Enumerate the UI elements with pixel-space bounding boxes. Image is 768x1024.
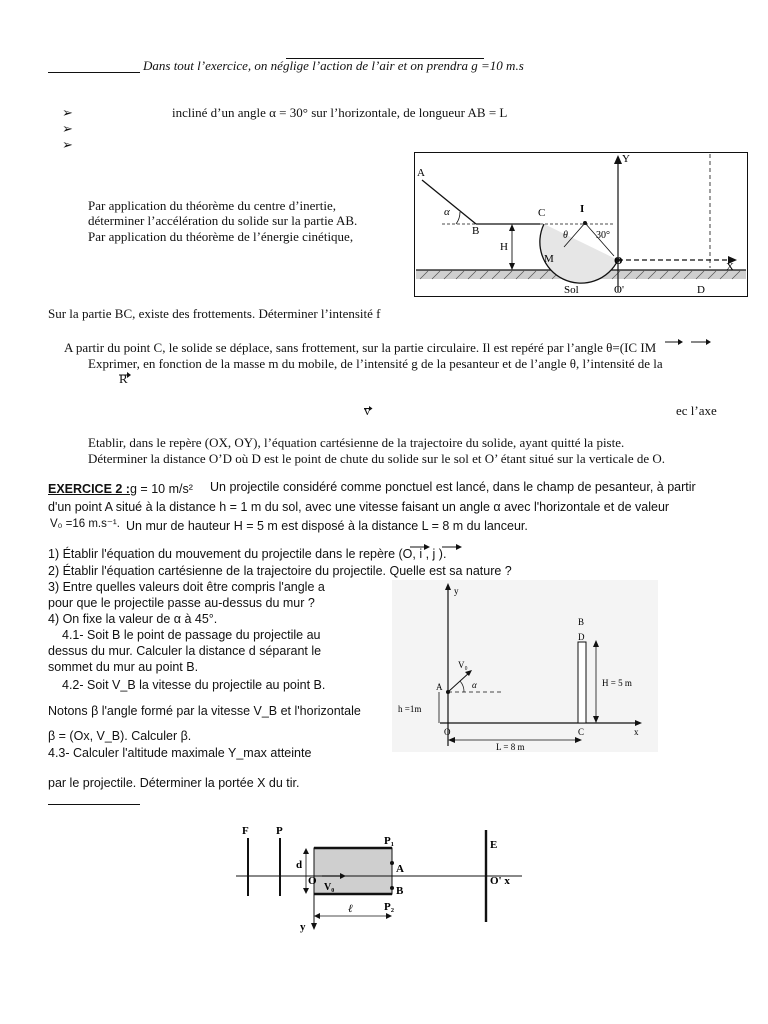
question-2-1: 1) Établir l'équation du mouvement du projectile dans le repère (O, i , j ). bbox=[48, 547, 447, 561]
fig2-label-y: y bbox=[454, 586, 459, 596]
question-circular: A partir du point C, le solide se déplace, sans frottement, sur la partie circulaire. Il est repéré par l’angle θ=(IC IM bbox=[64, 340, 657, 355]
question-2-3a: 3) Entre quelles valeurs doit être compris l'angle a bbox=[48, 580, 325, 594]
fig3-label-e: E bbox=[490, 839, 498, 851]
bullet-2: ➢ bbox=[62, 121, 73, 136]
fig3-label-l: ℓ bbox=[348, 903, 353, 915]
bullet-3: ➢ bbox=[62, 137, 73, 152]
fig1-label-a: A bbox=[417, 167, 425, 179]
fig3-label-d: d bbox=[296, 859, 303, 871]
question-2-2: 2) Établir l'équation cartésienne de la trajectoire du projectile. Quelle est sa nature ? bbox=[48, 564, 512, 578]
question-beta-2: β = (Ox, V_B). Calculer β. bbox=[48, 729, 192, 743]
vector-v: v bbox=[364, 403, 371, 418]
fig2-label-b: B bbox=[578, 617, 585, 627]
question-trajectory: Etablir, dans le repère (OX, OY), l’équation cartésienne de la trajectoire du solide, ayant quitté la piste. bbox=[88, 435, 625, 450]
fig1-label-o: O bbox=[614, 255, 623, 267]
question-2-4: 4) On fixe la valeur de α à 45°. bbox=[48, 612, 218, 626]
fig2-label-v0: V₀ bbox=[458, 660, 468, 670]
fig2-label-h: h =1m bbox=[398, 704, 422, 714]
bullet-1: ➢ bbox=[62, 105, 73, 120]
wall-description: Un mur de hauteur H = 5 m est disposé à la distance L = 8 m du lanceur. bbox=[126, 519, 528, 533]
fig2-label-a: A bbox=[436, 682, 443, 692]
fig3-label-v0: V₀ bbox=[324, 882, 335, 893]
question-2-3b: pour que le projectile passe au-dessus du mur ? bbox=[48, 596, 315, 610]
fig1-label-theta: θ bbox=[563, 230, 568, 241]
fig3-label-o: O bbox=[308, 875, 317, 887]
initial-speed: V₀ =16 m.s⁻¹. bbox=[50, 518, 120, 530]
track-figure bbox=[414, 152, 748, 297]
fig1-label-x: X bbox=[726, 261, 734, 273]
fig3-label-p: P bbox=[276, 825, 283, 837]
question-friction: Sur la partie BC, existe des frottements. Déterminer l’intensité f bbox=[48, 306, 381, 321]
fig1-label-y: Y bbox=[622, 153, 630, 165]
question-express: Exprimer, en fonction de la masse m du mobile, de l’intensité g de la pesanteur et de l’angle θ, l’intensité de la bbox=[88, 356, 663, 371]
question-2-4-2: 4.2- Soit V_B la vitesse du projectile au point B. bbox=[62, 678, 326, 692]
exercise-2-intro-1: Un projectile considéré comme ponctuel est lancé, dans le champ de pesanteur, à partir bbox=[210, 480, 696, 494]
question-range: par le projectile. Déterminer la portée X du tir. bbox=[48, 776, 300, 790]
question-2-4-1b: dessus du mur. Calculer la distance d séparant le bbox=[48, 644, 322, 658]
gravity-value: g = 10 m/s² bbox=[130, 482, 193, 496]
exercise-2-intro-2: d'un point A situé à la distance h = 1 m du sol, avec une vitesse faisant un angle α avec l'horizontale et de valeur bbox=[48, 500, 670, 514]
incline-text: incliné d’un angle α = 30° sur l’horizontale, de longueur AB = L bbox=[172, 105, 508, 120]
fig3-label-a: A bbox=[396, 863, 404, 875]
question-inertia-1: Par application du théorème du centre d’inertie, bbox=[88, 198, 336, 213]
fig2-label-alpha: α bbox=[472, 680, 477, 690]
fig3-label-b: B bbox=[396, 885, 404, 897]
fig2-label-wall-height: H = 5 m bbox=[602, 678, 632, 688]
exercise-intro: Dans tout l’exercice, on néglige l’action de l’air et on prendra g =10 m.s bbox=[143, 58, 524, 73]
fig1-label-alpha: α bbox=[444, 206, 450, 218]
fig1-label-b: B bbox=[472, 225, 480, 237]
question-energy: Par application du théorème de l’énergie cinétique, bbox=[88, 229, 354, 244]
axis-text-fragment: ec l’axe bbox=[676, 403, 717, 418]
vector-r: R bbox=[119, 371, 128, 386]
fig1-label-o-prime: O' bbox=[614, 284, 624, 296]
fig1-label-i: I bbox=[580, 203, 585, 215]
deflection-figure bbox=[236, 818, 536, 936]
fig1-label-sol: Sol bbox=[564, 284, 579, 296]
question-beta-1: Notons β l'angle formé par la vitesse V_B et l'horizontale bbox=[48, 704, 361, 718]
fig3-label-f: F bbox=[242, 825, 249, 837]
question-inertia-2: déterminer l’accélération du solide sur la partie AB. bbox=[88, 213, 358, 228]
projectile-figure bbox=[392, 580, 658, 752]
fig1-label-h: H bbox=[500, 241, 508, 253]
fig1-label-d: D bbox=[697, 284, 705, 296]
vector-arrows-icon bbox=[663, 334, 723, 352]
fig2-label-o: O bbox=[444, 727, 451, 737]
question-2-4-3: 4.3- Calculer l'altitude maximale Y_max atteinte bbox=[48, 746, 312, 760]
fig2-label-d: D bbox=[578, 632, 585, 642]
fig1-label-30deg: 30° bbox=[596, 230, 610, 241]
fig1-label-c: C bbox=[538, 207, 546, 219]
exercise-2-title: EXERCICE 2 : bbox=[48, 482, 130, 496]
title-underline bbox=[48, 72, 140, 73]
question-distance: Déterminer la distance O’D où D est le point de chute du solide sur le sol et O’ étant situé sur la verticale de O. bbox=[88, 451, 665, 466]
question-2-4-1a: 4.1- Soit B le point de passage du projectile au bbox=[62, 628, 321, 642]
fig2-label-c: C bbox=[578, 727, 585, 737]
fig3-label-p1: P₁ bbox=[384, 835, 395, 847]
fig3-label-y: y bbox=[300, 921, 306, 933]
fig2-label-l: L = 8 m bbox=[496, 742, 525, 752]
section-separator bbox=[48, 804, 140, 805]
fig2-label-x: x bbox=[634, 727, 639, 737]
fig3-label-p2: P₂ bbox=[384, 901, 395, 913]
fig3-label-o-prime-x: O' x bbox=[490, 875, 510, 887]
question-2-4-1c: sommet du mur au point B. bbox=[48, 660, 199, 674]
fig1-label-m: M bbox=[544, 253, 554, 265]
